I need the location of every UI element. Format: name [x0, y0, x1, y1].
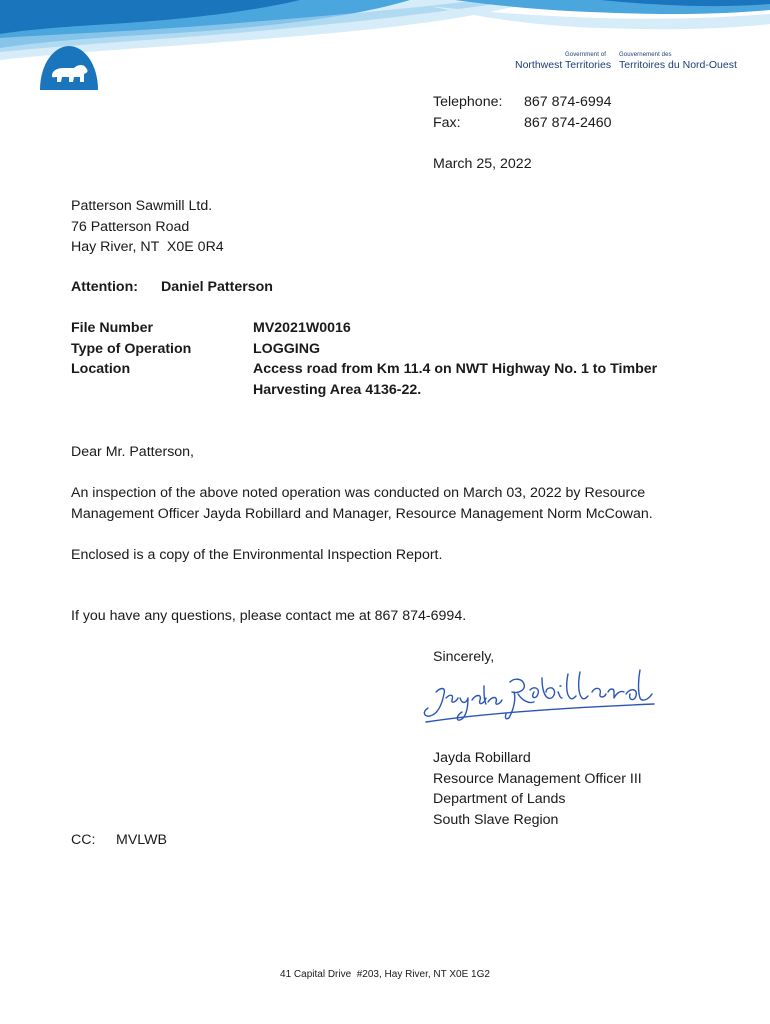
location-value: Access road from Km 11.4 on NWT Highway No. 1 to Timber Harvesting Area 4136-22. — [253, 361, 658, 398]
salutation: Dear Mr. Patterson, — [71, 444, 195, 460]
government-wordmark — [515, 52, 745, 71]
attention-line — [71, 277, 273, 298]
gov-fr-small: Gouvernement des — [619, 52, 672, 58]
body-paragraph-3: If you have any questions, please contact me at 867 874-6994. — [71, 608, 467, 624]
recipient-line-2: 76 Patterson Road — [71, 218, 190, 235]
operation-value: LOGGING — [253, 340, 320, 357]
telephone-label: Telephone: — [433, 94, 503, 110]
handwritten-signature — [418, 664, 663, 724]
operation-label: Type of Operation — [71, 340, 192, 357]
closing-sincerely: Sincerely, — [433, 649, 495, 665]
signer-name: Jayda Robillard — [433, 750, 531, 766]
file-number-label: File Number — [71, 320, 153, 336]
recipient-line-3: Hay River, NT X0E 0R4 — [71, 239, 224, 256]
contact-info — [433, 92, 612, 133]
location-label: Location — [71, 361, 131, 378]
signature-block — [433, 748, 642, 830]
cc-value: MVLWB — [116, 832, 167, 848]
telephone-number: 867 874-6994 — [524, 94, 612, 110]
cc-label: CC: — [71, 832, 96, 848]
recipient-address — [71, 196, 224, 258]
fax-number: 867 874-2460 — [524, 114, 612, 131]
cc-line — [71, 830, 167, 851]
letterhead-banner — [0, 0, 770, 90]
signer-region: South Slave Region — [433, 811, 559, 828]
footer-address: 41 Capital Drive #203, Hay River, NT X0E 1G2 — [280, 969, 490, 980]
signer-department: Department of Lands — [433, 791, 566, 808]
file-number-value: MV2021W0016 — [253, 320, 351, 336]
fax-label: Fax: — [433, 114, 461, 131]
polar-bear-icon — [38, 44, 100, 90]
file-info-block — [71, 318, 673, 400]
body-paragraph-2: Enclosed is a copy of the Environmental Inspection Report. — [71, 547, 443, 563]
signer-title: Resource Management Officer III — [433, 770, 642, 787]
gov-en-small: Government of — [565, 52, 606, 58]
recipient-line-1: Patterson Sawmill Ltd. — [71, 198, 213, 214]
attention-name: Daniel Patterson — [161, 279, 273, 295]
gov-en-name: Northwest Territories — [515, 59, 612, 71]
gov-fr-name: Territoires du Nord-Ouest — [619, 59, 737, 71]
body-paragraph-1: An inspection of the above noted operation was conducted on March 03, 2022 by Resource Management Officer Jayda Robillard and Manager, Resource Management Norm McCowan. — [71, 485, 653, 522]
letter-date: March 25, 2022 — [433, 156, 532, 172]
attention-label: Attention: — [71, 279, 138, 295]
